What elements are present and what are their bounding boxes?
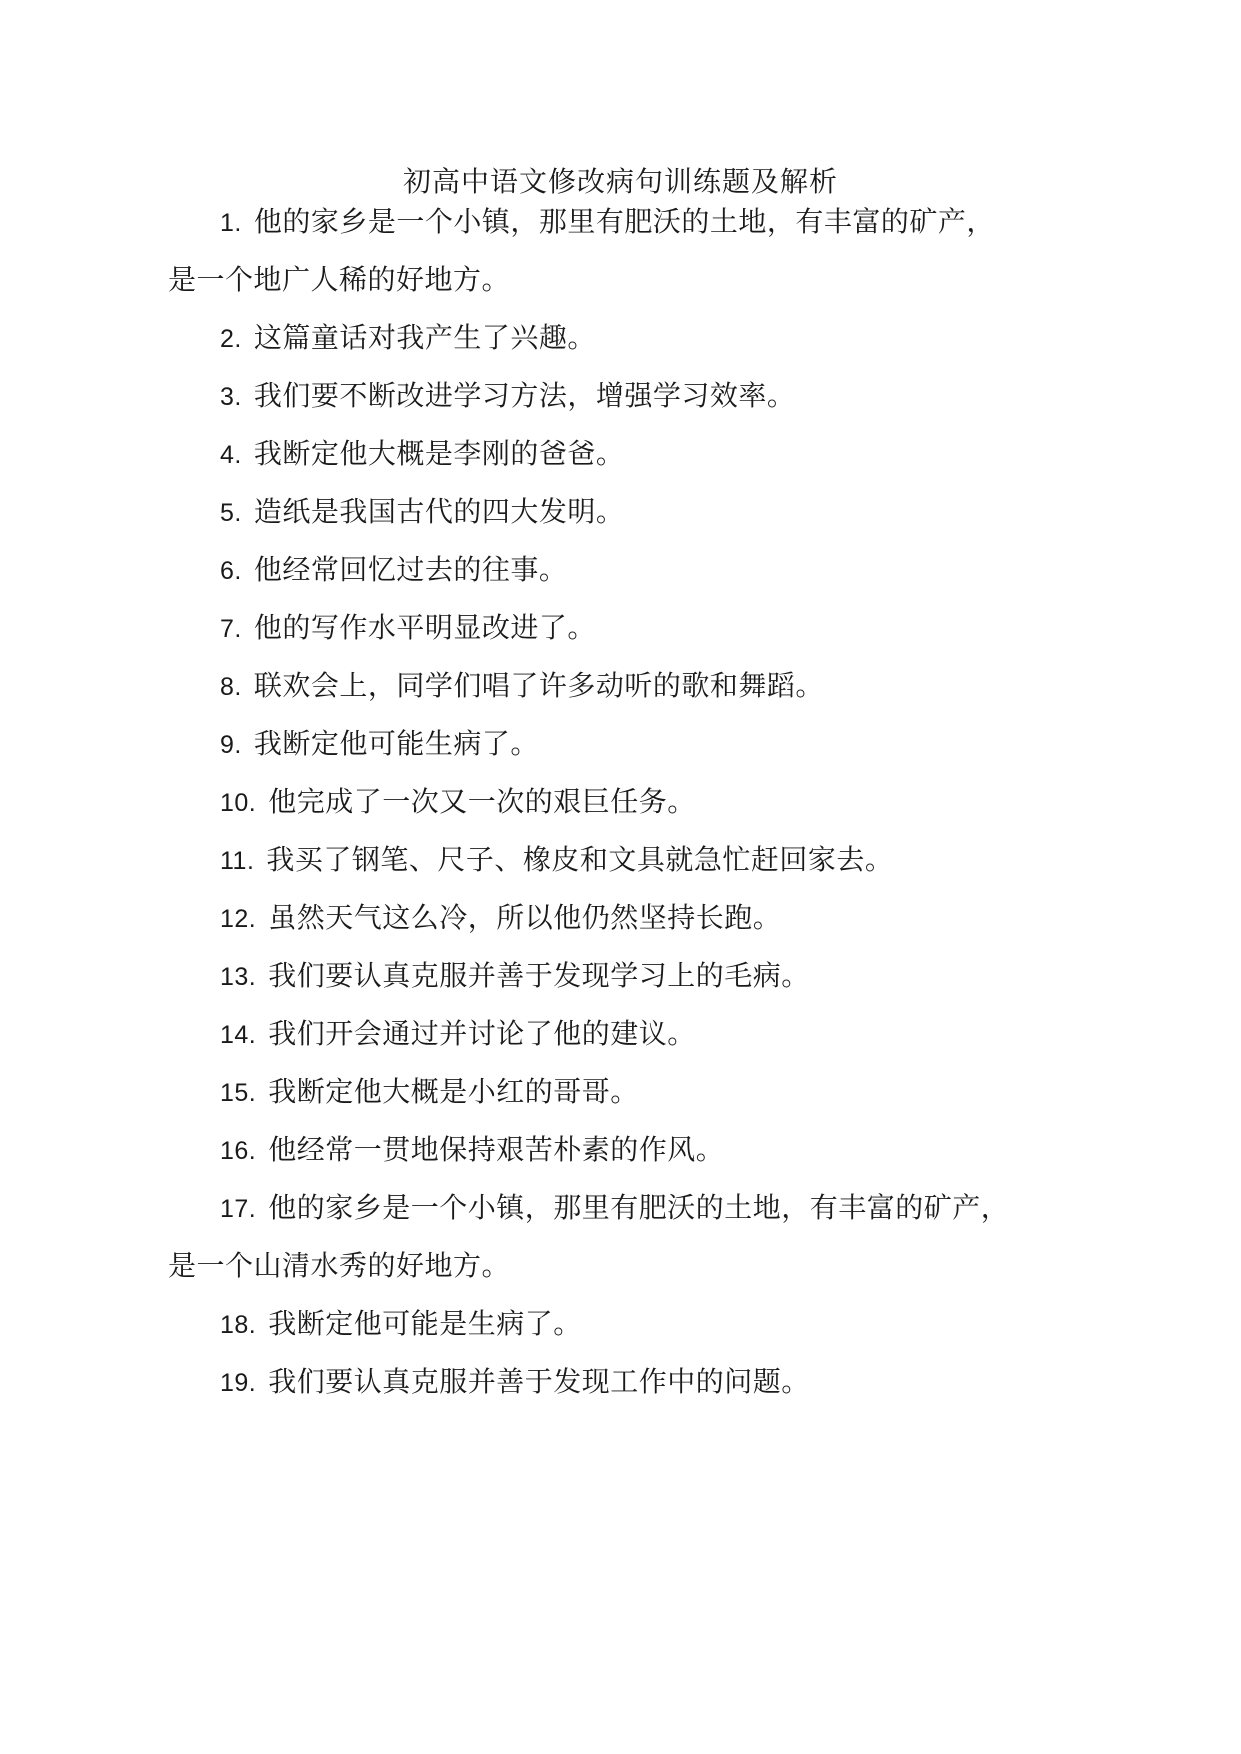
sentence-number: 3.	[220, 383, 242, 411]
sentence-item	[220, 782, 696, 823]
sentence-item	[220, 202, 995, 243]
sentence-number: 18.	[220, 1311, 257, 1339]
sentence-item	[220, 550, 567, 591]
sentence-text: 是一个山清水秀的好地方。	[168, 1249, 511, 1282]
sentence-text: 我们要认真克服并善于发现学习上的毛病。	[268, 959, 810, 992]
sentence-number: 1.	[220, 209, 242, 237]
sentence-item	[220, 492, 624, 533]
sentence-number: 7.	[220, 615, 242, 643]
sentence-text: 是一个地广人稀的好地方。	[168, 263, 511, 296]
sentence-text: 他完成了一次又一次的艰巨任务。	[268, 785, 696, 818]
sentence-text: 我断定他大概是小红的哥哥。	[268, 1075, 639, 1108]
sentence-item	[220, 376, 795, 417]
sentence-item	[220, 1014, 696, 1055]
sentence-text: 联欢会上，同学们唱了许多动听的歌和舞蹈。	[253, 669, 824, 702]
sentence-item	[220, 1188, 1009, 1229]
sentence-number: 8.	[220, 673, 242, 701]
sentence-continuation	[168, 1246, 510, 1286]
sentence-text: 他的写作水平明显改进了。	[253, 611, 596, 644]
sentence-item	[220, 1072, 639, 1113]
sentence-number: 9.	[220, 731, 242, 759]
sentence-item	[220, 956, 810, 997]
sentence-text: 他的家乡是一个小镇，那里有肥沃的土地，有丰富的矿产，	[253, 205, 995, 238]
sentence-text: 虽然天气这么冷，所以他仍然坚持长跑。	[268, 901, 782, 934]
sentence-item	[220, 724, 539, 765]
sentence-item	[220, 1130, 724, 1171]
sentence-text: 我们要认真克服并善于发现工作中的问题。	[268, 1365, 810, 1398]
sentence-item	[220, 666, 824, 707]
sentence-item	[220, 608, 596, 649]
sentence-number: 6.	[220, 557, 242, 585]
sentence-text: 我们开会通过并讨论了他的建议。	[268, 1017, 696, 1050]
sentence-text: 我断定他可能是生病了。	[268, 1307, 582, 1340]
sentence-item	[220, 1362, 810, 1403]
sentence-number: 5.	[220, 499, 242, 527]
sentence-number: 17.	[220, 1195, 257, 1223]
sentence-number: 11.	[220, 847, 255, 875]
sentence-text: 他经常回忆过去的往事。	[253, 553, 568, 586]
sentence-text: 我断定他可能生病了。	[253, 727, 539, 760]
sentence-number: 13.	[220, 963, 257, 991]
sentence-text: 我买了钢笔、尺子、橡皮和文具就急忙赶回家去。	[266, 843, 894, 876]
sentence-text: 他经常一贯地保持艰苦朴素的作风。	[268, 1133, 725, 1166]
document-title: 初高中语文修改病句训练题及解析	[402, 165, 838, 198]
sentence-text: 他的家乡是一个小镇，那里有肥沃的土地，有丰富的矿产，	[268, 1191, 1010, 1224]
sentence-number: 16.	[220, 1137, 257, 1165]
sentence-text: 我断定他大概是李刚的爸爸。	[253, 437, 625, 470]
sentence-number: 10.	[220, 789, 257, 817]
sentence-continuation	[168, 260, 510, 300]
sentence-item	[220, 318, 596, 359]
sentence-number: 15.	[220, 1079, 257, 1107]
sentence-item	[220, 434, 624, 475]
sentence-item	[220, 840, 893, 881]
sentence-item	[220, 1304, 582, 1345]
sentence-number: 19.	[220, 1369, 257, 1397]
sentence-number: 4.	[220, 441, 242, 469]
sentence-text: 我们要不断改进学习方法，增强学习效率。	[253, 379, 796, 412]
sentence-item	[220, 898, 781, 939]
sentence-number: 2.	[220, 325, 242, 353]
sentence-text: 造纸是我国古代的四大发明。	[253, 495, 625, 528]
sentence-text: 这篇童话对我产生了兴趣。	[253, 321, 596, 354]
sentence-number: 12.	[220, 905, 257, 933]
sentence-number: 14.	[220, 1021, 257, 1049]
